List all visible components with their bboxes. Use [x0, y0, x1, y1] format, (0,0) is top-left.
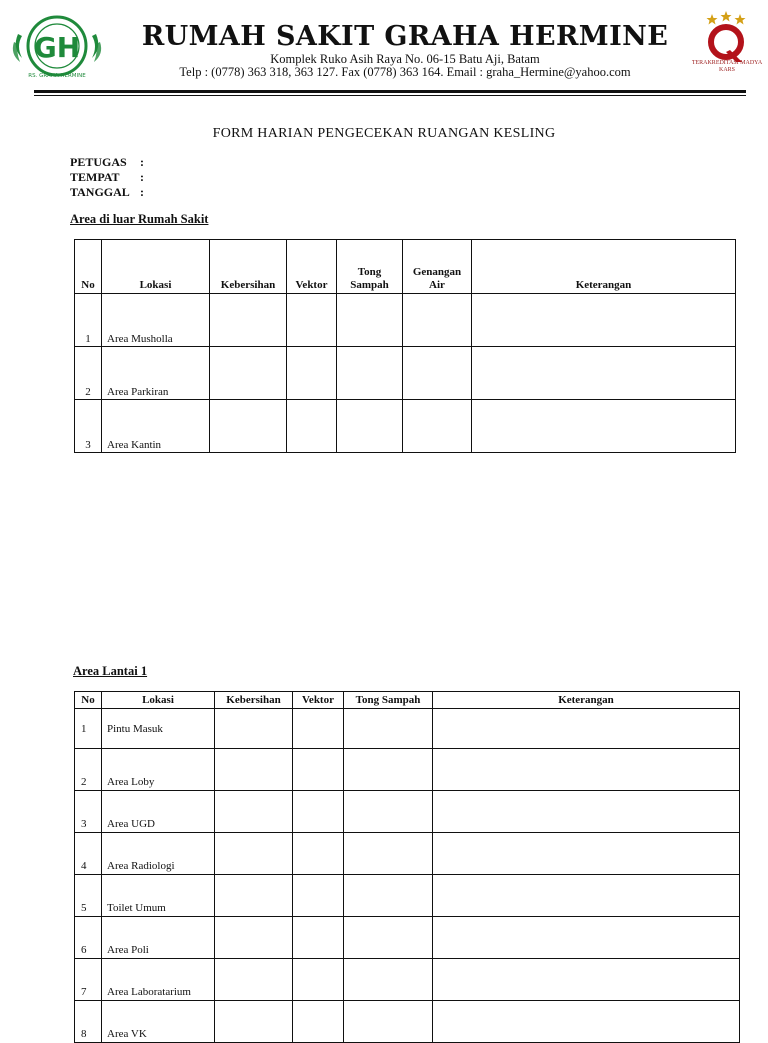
cell-tong-sampah[interactable] — [344, 917, 433, 959]
cell-tong-sampah[interactable] — [344, 791, 433, 833]
col-header-genangan-air: Genangan Air — [403, 240, 472, 294]
cell-keterangan[interactable] — [433, 917, 740, 959]
cell-tong-sampah[interactable] — [344, 749, 433, 791]
cell-keterangan[interactable] — [433, 709, 740, 749]
cell-lokasi: Area VK — [102, 1001, 215, 1043]
cell-no: 6 — [75, 917, 102, 959]
table-row — [75, 917, 740, 959]
table-outside-area — [74, 239, 736, 453]
cell-no: 3 — [75, 791, 102, 833]
cell-no: 1 — [75, 294, 102, 347]
cell-kebersihan[interactable] — [210, 294, 287, 347]
cell-tong-sampah[interactable] — [344, 709, 433, 749]
cell-lokasi: Area Loby — [102, 749, 215, 791]
cell-no: 2 — [75, 347, 102, 400]
cell-lokasi: Pintu Masuk — [102, 709, 215, 749]
col-header-vektor: Vektor — [287, 240, 337, 294]
table-row — [75, 959, 740, 1001]
cell-lokasi: Area Radiologi — [102, 833, 215, 875]
cell-vektor[interactable] — [293, 833, 344, 875]
cell-keterangan[interactable] — [433, 875, 740, 917]
field-tempat: TEMPAT : — [70, 170, 144, 184]
cell-kebersihan[interactable] — [215, 833, 293, 875]
hospital-contact: Telp : (0778) 363 318, 363 127. Fax (0778) 363 164. Email : graha_Hermine@yahoo.com — [179, 65, 631, 79]
table-row — [75, 791, 740, 833]
table-header-row — [75, 240, 736, 294]
logo-gh-letters: GH — [33, 31, 81, 64]
cell-lokasi: Area UGD — [102, 791, 215, 833]
letterhead-rule-thin — [34, 95, 746, 96]
cell-lokasi: Toilet Umum — [102, 875, 215, 917]
col-header-kebersihan: Kebersihan — [215, 692, 293, 709]
cell-kebersihan[interactable] — [215, 791, 293, 833]
section-title-lantai-1: Area Lantai 1 — [73, 664, 148, 678]
table-row — [75, 875, 740, 917]
cell-tong-sampah[interactable] — [344, 875, 433, 917]
col-header-lokasi: Lokasi — [102, 692, 215, 709]
cell-vektor[interactable] — [287, 294, 337, 347]
cell-keterangan[interactable] — [433, 833, 740, 875]
cell-vektor[interactable] — [293, 917, 344, 959]
cell-keterangan[interactable] — [433, 959, 740, 1001]
cell-tong-sampah[interactable] — [337, 347, 403, 400]
cell-vektor[interactable] — [293, 791, 344, 833]
table-row — [75, 833, 740, 875]
cell-kebersihan[interactable] — [215, 709, 293, 749]
letterhead-rule-thick — [34, 90, 746, 93]
cell-tong-sampah[interactable] — [337, 294, 403, 347]
cell-kebersihan[interactable] — [215, 1001, 293, 1043]
col-header-keterangan: Keterangan — [433, 692, 740, 709]
cell-vektor[interactable] — [293, 709, 344, 749]
table-row — [75, 294, 736, 347]
cell-genangan-air[interactable] — [403, 294, 472, 347]
table-row — [75, 749, 740, 791]
cell-kebersihan[interactable] — [210, 400, 287, 453]
table-lantai-1 — [74, 691, 740, 1043]
table-row — [75, 400, 736, 453]
cell-genangan-air[interactable] — [403, 347, 472, 400]
cell-vektor[interactable] — [293, 875, 344, 917]
cell-kebersihan[interactable] — [215, 749, 293, 791]
form-title: FORM HARIAN PENGECEKAN RUANGAN KESLING — [212, 126, 556, 141]
cell-vektor[interactable] — [287, 347, 337, 400]
cell-tong-sampah[interactable] — [337, 400, 403, 453]
cell-kebersihan[interactable] — [215, 959, 293, 1001]
col-header-lokasi: Lokasi — [102, 240, 210, 294]
cell-keterangan[interactable] — [472, 294, 736, 347]
hospital-name: RUMAH SAKIT GRAHA HERMINE — [141, 21, 669, 52]
hospital-address: Komplek Ruko Asih Raya No. 06-15 Batu Aji, Batam — [270, 52, 540, 66]
cell-no: 4 — [75, 833, 102, 875]
cell-keterangan[interactable] — [472, 347, 736, 400]
cell-no: 1 — [75, 709, 102, 749]
table-row — [75, 1001, 740, 1043]
cell-no: 8 — [75, 1001, 102, 1043]
cell-vektor[interactable] — [293, 1001, 344, 1043]
cell-keterangan[interactable] — [433, 749, 740, 791]
cell-vektor[interactable] — [293, 749, 344, 791]
col-header-keterangan: Keterangan — [472, 240, 736, 294]
cell-tong-sampah[interactable] — [344, 833, 433, 875]
section-title-outside: Area di luar Rumah Sakit — [70, 212, 209, 226]
cell-vektor[interactable] — [287, 400, 337, 453]
cell-no: 5 — [75, 875, 102, 917]
cell-no: 7 — [75, 959, 102, 1001]
cell-no: 3 — [75, 400, 102, 453]
col-header-vektor: Vektor — [293, 692, 344, 709]
col-header-kebersihan: Kebersihan — [210, 240, 287, 294]
cell-keterangan[interactable] — [433, 791, 740, 833]
cell-tong-sampah[interactable] — [344, 959, 433, 1001]
col-header-no: No — [75, 240, 102, 294]
hospital-logo-gh — [10, 14, 104, 80]
logo-gh-ring-text: RS. GRAHA HERMINE — [28, 73, 86, 79]
cell-keterangan[interactable] — [472, 400, 736, 453]
table-header-row — [75, 692, 740, 709]
cell-lokasi: Area Kantin — [102, 400, 210, 453]
cell-vektor[interactable] — [293, 959, 344, 1001]
cell-lokasi: Area Poli — [102, 917, 215, 959]
kars-caption: TERAKREDITASI MADYA KARS — [691, 60, 763, 73]
field-petugas: PETUGAS : — [70, 155, 144, 169]
table-row — [75, 709, 740, 749]
cell-lokasi: Area Parkiran — [102, 347, 210, 400]
col-header-no: No — [75, 692, 102, 709]
cell-kebersihan[interactable] — [215, 875, 293, 917]
cell-keterangan[interactable] — [433, 1001, 740, 1043]
col-header-tong-sampah: Tong Sampah — [337, 240, 403, 294]
cell-kebersihan[interactable] — [210, 347, 287, 400]
cell-kebersihan[interactable] — [215, 917, 293, 959]
cell-genangan-air[interactable] — [403, 400, 472, 453]
table-row — [75, 347, 736, 400]
field-tanggal: TANGGAL : — [70, 185, 144, 199]
col-header-tong-sampah: Tong Sampah — [344, 692, 433, 709]
cell-tong-sampah[interactable] — [344, 1001, 433, 1043]
cell-lokasi: Area Musholla — [102, 294, 210, 347]
cell-lokasi: Area Laboratarium — [102, 959, 215, 1001]
cell-no: 2 — [75, 749, 102, 791]
